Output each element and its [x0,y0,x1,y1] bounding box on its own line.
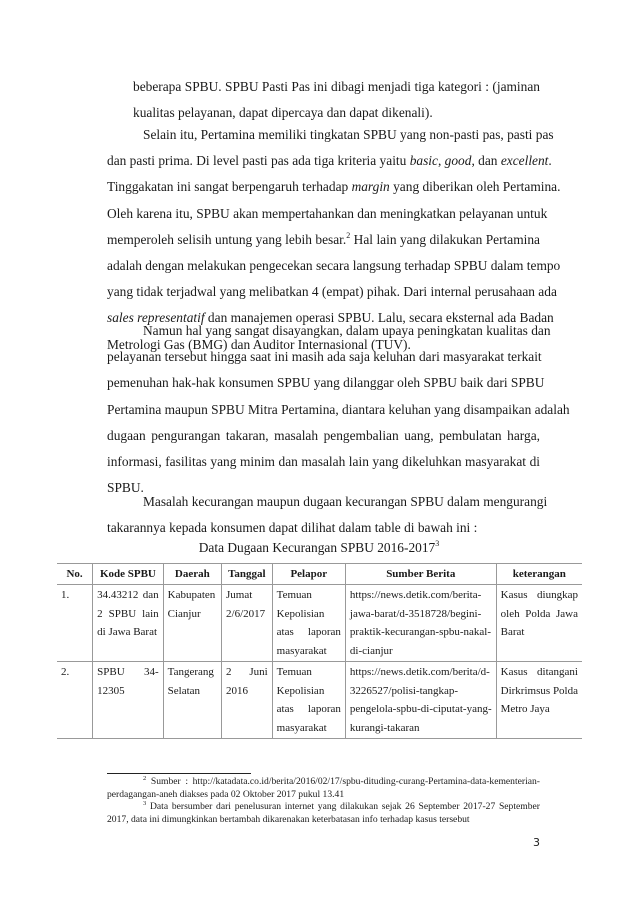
cell-line: Kasus ditangani [500,666,578,678]
cell-line: jawa-barat/d-3518728/begini- [349,607,482,620]
footnote-number: 2 [143,775,147,782]
text-line: kualitas pelayanan, dapat dipercaya dan dapat dikenali). [133,105,433,121]
column-header-kode-spbu: Kode SPBU [93,564,163,585]
text-line: Selain itu, Pertamina memiliki tingkatan SPBU yang non-pasti pas, pasti pas [143,127,554,142]
cell-line: di-cianjur [349,644,393,657]
text-line: informasi, fasilitas yang minim dan masalah lain yang dikeluhkan masyarakat di [107,453,540,469]
cell-line: oleh Polda Jawa [500,607,578,620]
text-line: SPBU. [107,480,144,496]
cell-line: Kepolisian [276,607,325,620]
text-line: beberapa SPBU. SPBU Pasti Pas ini dibagi menjadi tiga kategori : (jaminan [133,79,540,94]
cell-line: Tangerang [167,666,214,678]
text-line: Oleh karena itu, SPBU akan mempertahankan dan meningkatkan pelayanan untuk [107,205,548,221]
text-fragment: dan manajemen operasi SPBU. Lalu, secara eksternal ada Badan [204,310,554,326]
page-number: 3 [533,836,540,849]
column-header-tanggal: Tanggal [222,564,273,585]
column-header-daerah: Daerah [163,564,221,585]
cell-line: Cianjur [167,607,201,620]
italic-term-good: good [444,153,472,169]
cell-line: Selatan [167,684,201,697]
cell-line: kurangi-takaran [349,721,420,734]
cell-sumber-berita-link[interactable] [345,662,496,739]
cell-no: 2. [57,662,93,739]
cell-line: 2 SPBU lain [97,607,159,620]
cell-line: di Jawa Barat [97,626,158,638]
data-table [57,563,582,739]
cell-line: Barat [500,626,525,638]
text-fragment: , dan [471,153,501,169]
text-fragment: Hal lain yang dilakukan Pertamina [350,231,540,247]
cell-line: https://news.detik.com/berita- [349,589,482,601]
cell-tanggal [222,662,273,739]
table-row [57,662,582,739]
cell-daerah [163,585,221,662]
cell-tanggal [222,585,273,662]
italic-term-excellent: excellent [500,153,549,169]
italic-term-sales-representatif: sales representatif [107,310,205,326]
cell-line: pengelola-spbu-di-ciputat-yang- [349,703,492,715]
footnote-number: 3 [143,800,147,807]
cell-line: SPBU 34- [97,666,159,678]
cell-keterangan [496,585,582,662]
text-fragment: . [548,153,552,169]
text-line: Metrologi Gas (BMG) dan Auditor Internasional (TUV). [107,336,411,352]
text-line: adalah dengan melakukan pengecekan secara langsung terhadap SPBU dalam tempo [107,257,561,273]
paragraph-table-intro [107,489,548,541]
cell-line: Kepolisian [276,684,325,697]
text-fragment: , [437,153,445,169]
text-line: pelayanan tersebut hingga saat ini masih ada saja keluhan dari masyarakat terkait [107,349,542,365]
table-caption [0,540,638,556]
text-fragment: dan pasti prima. Di level pasti pas ada tiga kriteria yaitu [107,153,410,169]
text-line: pemenuhan hak-hak konsumen SPBU yang dilanggar oleh SPBU baik dari SPBU [107,375,545,391]
text-fragment: memperoleh selisih untung yang lebih besar. [107,231,347,247]
text-line: dugaan pengurangan takaran, masalah pengembalian uang, pembulatan harga, [107,427,540,443]
column-header-keterangan: keterangan [496,564,582,585]
cell-keterangan [496,662,582,739]
column-header-sumber-berita: Sumber Berita [345,564,496,585]
cell-line: 34.43212 dan [97,589,159,601]
cell-line: 3226527/polisi-tangkap- [349,684,459,697]
cell-line: 2 Juni [226,666,268,678]
cell-line: masyarakat [276,721,327,734]
column-header-pelapor: Pelapor [272,564,345,585]
cell-line: 2016 [226,684,249,697]
footnote-2-line: perdagangan-aneh diakses pada 02 Oktober 2017 pukul 13.41 [107,788,345,800]
cell-no: 1. [57,585,93,662]
cell-line: https://news.detik.com/berita/d- [349,666,490,678]
cell-line: atas laporan [276,626,341,638]
text-line: yang tidak terjadwal yang melibatkan 4 (empat) pihak. Dari internal perusahaan ada [107,284,557,300]
cell-line: Dirkrimsus Polda [500,684,578,697]
cell-line: praktik-kecurangan-spbu-nakal- [349,626,492,638]
cell-pelapor [272,662,345,739]
italic-term-margin: margin [351,179,390,195]
table-row [57,585,582,662]
text-line [107,227,540,253]
table-header-row [57,564,582,585]
cell-line: Temuan [276,666,312,678]
footnote-2-line [107,776,540,789]
text-line: Namun hal yang sangat disayangkan, dalam upaya peningkatan kualitas dan [143,323,551,338]
cell-daerah [163,662,221,739]
cell-line: Jumat [226,589,253,601]
text-line: Masalah kecurangan maupun dugaan kecurangan SPBU dalam mengurangi [143,494,548,509]
text-line [107,148,552,174]
column-header-no: No. [57,564,93,585]
paragraph-list-continuation [133,74,540,126]
footnote-ref-3[interactable]: 3 [435,539,440,548]
cell-line: Kabupaten [167,589,216,601]
cell-sumber-berita-link[interactable] [345,585,496,662]
cell-line: Kasus diungkap [500,589,578,601]
footnote-3-line [107,801,540,814]
text-line [107,174,561,200]
text-fragment: yang diberikan oleh Pertamina. [389,179,561,195]
italic-term-basic: basic [409,153,438,169]
footnote-separator [107,773,251,774]
text-fragment: Tinggakatan ini sangat berpengaruh terhadap [107,179,352,195]
footnote-3-line: 2017, data ini dimungkinkan bertambah dikarenakan keterbatasan info terhadap kasus tersebut [107,813,470,825]
cell-line: masyarakat [276,644,327,657]
cell-line: 2/6/2017 [226,607,266,620]
footnote-ref-2[interactable]: 2 [346,230,351,240]
cell-kode-spbu [93,662,163,739]
cell-line: atas laporan [276,703,341,715]
footnotes [107,776,540,826]
cell-line: Metro Jaya [500,703,550,715]
text-line: takarannya kepada konsumen dapat dilihat dalam table di bawah ini : [107,520,478,536]
cell-kode-spbu [93,585,163,662]
cell-line: 12305 [97,684,125,697]
footnote-text: Data bersumber dari penelusuran internet yang dilakukan sejak 26 September 2017-27 September [149,801,540,812]
caption-text: Data Dugaan Kecurangan SPBU 2016-2017 [198,540,436,555]
footnote-text[interactable]: Sumber : http://katadata.co.id/berita/2016/02/17/spbu-dituding-curang-Pertamina-data-kementerian- [150,776,541,787]
cell-pelapor [272,585,345,662]
cell-line: Temuan [276,589,312,601]
text-line: Pertamina maupun SPBU Mitra Pertamina, diantara keluhan yang disampaikan adalah [107,401,570,417]
